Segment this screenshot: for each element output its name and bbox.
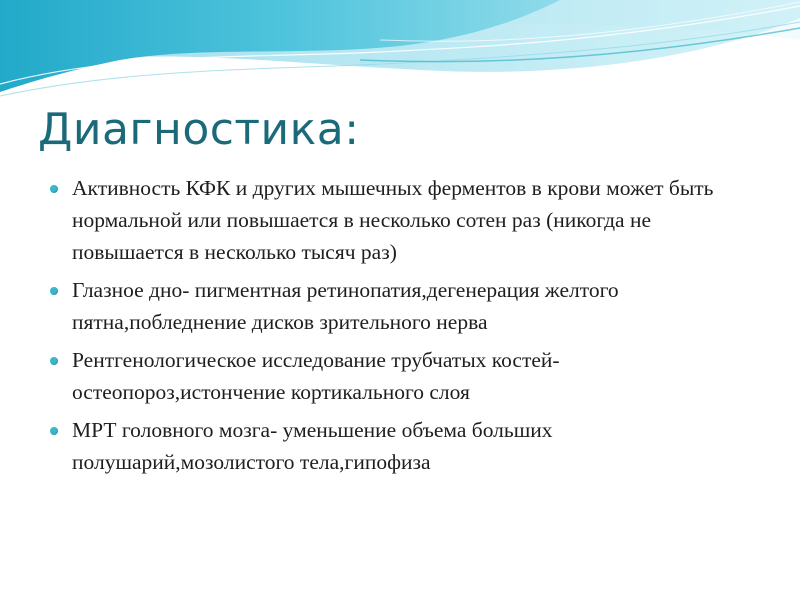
bullet-list (50, 172, 750, 484)
bullet-text: Активность КФК и других мышечных ферментов в крови может быть нормальной или повышается в несколько сотен раз (никогда не повышается в несколько тысяч раз) (72, 176, 714, 264)
bullet-item (50, 172, 750, 268)
wave-header-decoration (0, 0, 800, 110)
bullet-text: Глазное дно- пигментная ретинопатия,дегенерация желтого пятна,побледнение дисков зрительного нерва (72, 278, 619, 334)
bullet-item (50, 274, 750, 338)
bullet-item (50, 414, 750, 478)
bullet-text: МРТ головного мозга- уменьшение объема больших полушарий,мозолистого тела,гипофиза (72, 418, 553, 474)
bullet-marker-icon (50, 357, 58, 365)
bullet-marker-icon (50, 287, 58, 295)
bullet-marker-icon (50, 427, 58, 435)
bullet-marker-icon (50, 185, 58, 193)
slide-title: Диагностика: (38, 104, 360, 155)
bullet-text: Рентгенологическое исследование трубчатых костей- остеопороз,истончение кортикального слоя (72, 348, 560, 404)
bullet-item (50, 344, 750, 408)
